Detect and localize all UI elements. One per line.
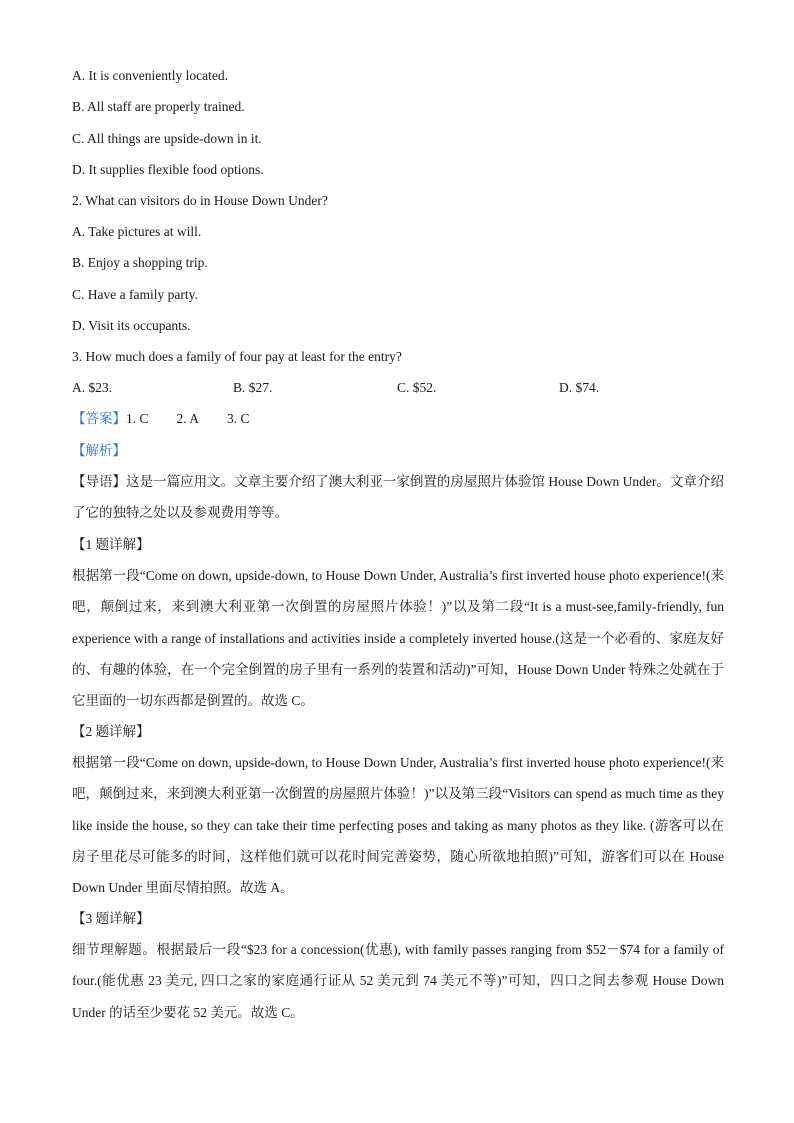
answer-label: 【答案】	[72, 411, 126, 426]
detail3-label: 【3 题详解】	[72, 911, 150, 926]
q2-option-d: D. Visit its occupants.	[72, 318, 191, 333]
detail1-label: 【1 题详解】	[72, 537, 150, 552]
q3-option-d: D. $74.	[559, 380, 600, 395]
q3-option-c: C. $52.	[397, 380, 437, 395]
detail2-label: 【2 题详解】	[72, 724, 150, 739]
q2-option-a: A. Take pictures at will.	[72, 224, 202, 239]
q2-question: 2. What can visitors do in House Down Under?	[72, 193, 328, 208]
detail3-text: 细节理解题。根据最后一段“$23 for a concession(优惠), with family passes ranging from $52－$74 for a family of four.(能优惠 23 美元, 四口之家的家庭通行证从 52 美元到 74 美元不等)”可知，四口之间去参观 House Down Under 的话至少要花 52 美元。故选 C。	[72, 942, 724, 1020]
q3-options	[72, 378, 722, 398]
q1-option-b: B. All staff are properly trained.	[72, 99, 245, 114]
intro-label: 【导语】	[72, 474, 127, 489]
answer-item-3: 3. C	[227, 411, 250, 426]
intro-text: 这是一篇应用文。文章主要介绍了澳大利亚一家倒置的房屋照片体验馆 House Down Under。文章介绍了它的独特之处以及参观费用等等。	[72, 474, 724, 521]
detail2-text: 根据第一段“Come on down, upside-down, to House Down Under, Australia’s first inverted house photo experience!(来吧，颠倒过来，来到澳大利亚第一次倒置的房屋照片体验！)”以及第三段“Visitors can spend as much time as they like inside the house, so they can take their time perfecting poses and taking as many photos as they like. (游客可以在房子里花尽可能多的时间，这样他们就可以花时间完善姿势，随心所欲地拍照)”可知，游客们可以在 House Down Under 里面尽情拍照。故选 A。	[72, 755, 724, 896]
q1-option-d: D. It supplies flexible food options.	[72, 162, 264, 177]
q3-question: 3. How much does a family of four pay at least for the entry?	[72, 349, 402, 364]
answer-row	[72, 409, 250, 429]
q1-option-a: A. It is conveniently located.	[72, 68, 228, 83]
answer-item-2: 2. A	[176, 411, 200, 426]
intro-paragraph	[72, 466, 724, 529]
q3-option-a: A. $23.	[72, 380, 113, 395]
q2-option-b: B. Enjoy a shopping trip.	[72, 255, 208, 270]
q3-option-b: B. $27.	[233, 380, 273, 395]
analysis-label: 【解析】	[72, 443, 126, 458]
answer-item-1: 1. C	[126, 411, 149, 426]
q2-option-c: C. Have a family party.	[72, 287, 198, 302]
detail1-text: 根据第一段“Come on down, upside-down, to House Down Under, Australia’s first inverted house photo experience!(来吧，颠倒过来，来到澳大利亚第一次倒置的房屋照片体验！)”以及第二段“It is a must-see,family-friendly, fun experience with a range of installations and activities inside a completely inverted house.(这是一个必看的、家庭友好的、有趣的体验，在一个完全倒置的房子里有一系列的装置和活动)”可知，House Down Under 特殊之处就在于它里面的一切东西都是倒置的。故选 C。	[72, 568, 724, 709]
q1-option-c: C. All things are upside-down in it.	[72, 131, 262, 146]
